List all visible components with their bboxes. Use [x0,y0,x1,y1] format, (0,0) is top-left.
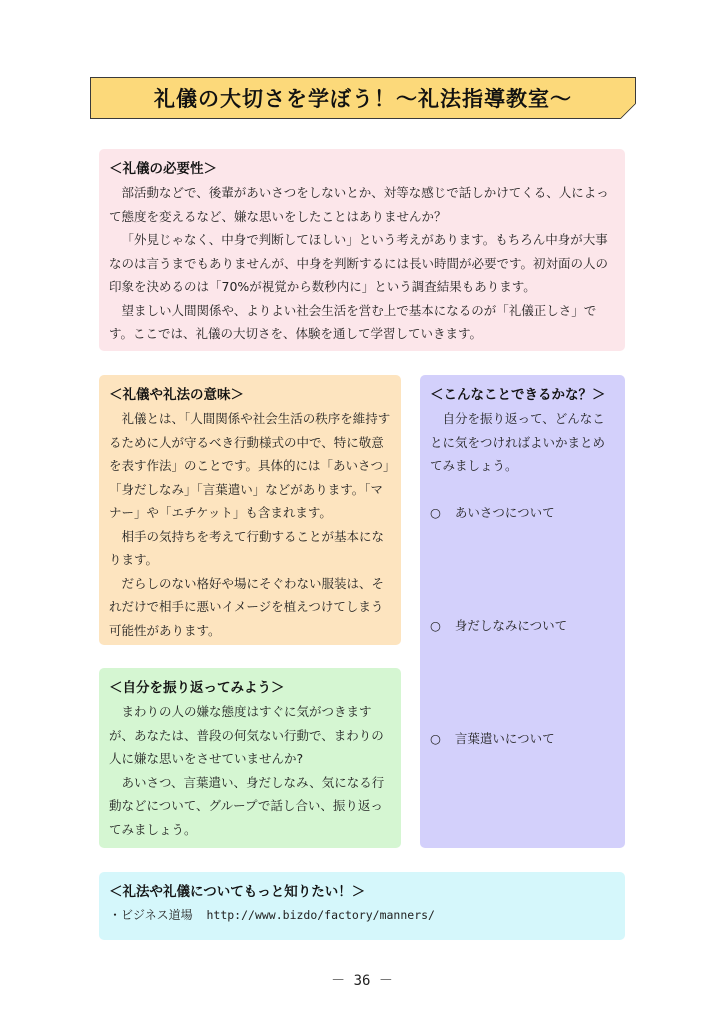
checklist-item-language [430,727,555,751]
circle-bullet-icon: ○ [430,505,441,520]
meaning-paragraph-2: 相手の気持ちを考えて行動することが基本になります。 [109,528,385,567]
necessity-paragraph-1: 部活動などで、後輩があいさつをしないとか、対等な感じで話しかけてくる、人によって態度を変えるなど、嫌な思いをしたことはありませんか？ [109,185,609,224]
necessity-section [99,149,625,351]
circle-bullet-icon: ○ [430,731,441,746]
circle-bullet-icon: ○ [430,618,441,633]
more-info-section [99,872,625,940]
checklist-label: あいさつについて [454,505,555,520]
necessity-heading: ＜礼儀の必要性＞ [109,161,217,177]
can-do-heading: ＜こんなことできるかな？＞ [430,387,606,403]
checklist-item-appearance [430,614,567,638]
resource-url[interactable]: http://www.bizdo/factory/manners/ [206,908,435,922]
checklist-item-greeting [430,501,555,525]
checklist-label: 身だしなみについて [454,618,568,633]
page-title: 礼儀の大切さを学ぼう！～礼法指導教室～ [154,87,572,111]
meaning-paragraph-1: 礼儀とは、「人間関係や社会生活の秩序を維持するために人が守るべき行動様式の中で、特に敬意を表す作法」のことです。具体的には「あいさつ」「身だしなみ」「言葉遣い」などがあります。「マナー」や「エチケット」も含まれます。 [109,411,391,520]
resource-link-row [109,904,615,928]
checklist-label: 言葉遣いについて [454,731,555,746]
resource-label: ・ビジネス道場 [109,908,193,922]
meaning-heading: ＜礼儀や礼法の意味＞ [109,387,244,403]
meaning-section [99,375,401,645]
can-do-section [420,375,625,848]
can-do-intro: 自分を振り返って、どんなことに気をつければよいかまとめてみましょう。 [430,411,606,473]
title-banner [90,77,636,119]
meaning-paragraph-3: だらしのない格好や場にそぐわない服装は、それだけで相手に悪いイメージを植えつけてしまう可能性があります。 [109,575,385,638]
reflect-section [99,668,401,848]
banner-fold-corner [620,103,636,119]
necessity-paragraph-3: 望ましい人間関係や、よりよい社会生活を営む上で基本になるのが「礼儀正しさ」です。ここでは、礼儀の大切さを、体験を通して学習していきます。 [109,302,597,341]
reflect-paragraph-2: あいさつ、言葉遣い、身だしなみ、気になる行動などについて、グループで話し合い、振り返ってみましょう。 [109,774,385,837]
more-info-heading: ＜礼法や礼儀についてもっと知りたい！＞ [109,884,366,900]
necessity-paragraph-2: 「外見じゃなく、中身で判断してほしい」という考えがあります。もちろん中身が大事なのは言うまでもありませんが、中身を判断するには長い時間が必要です。初対面の人の印象を決めるのは「70%が視覚から数秒内に」という調査結果もあります。 [109,232,609,294]
page-number: － 36 － [331,973,393,989]
reflect-heading: ＜自分を振り返ってみよう＞ [109,680,285,696]
reflect-paragraph-1: まわりの人の嫌な態度はすぐに気がつきますが、あなたは、普段の何気ない行動で、まわりの人に嫌な思いをさせていませんか? [109,704,384,766]
